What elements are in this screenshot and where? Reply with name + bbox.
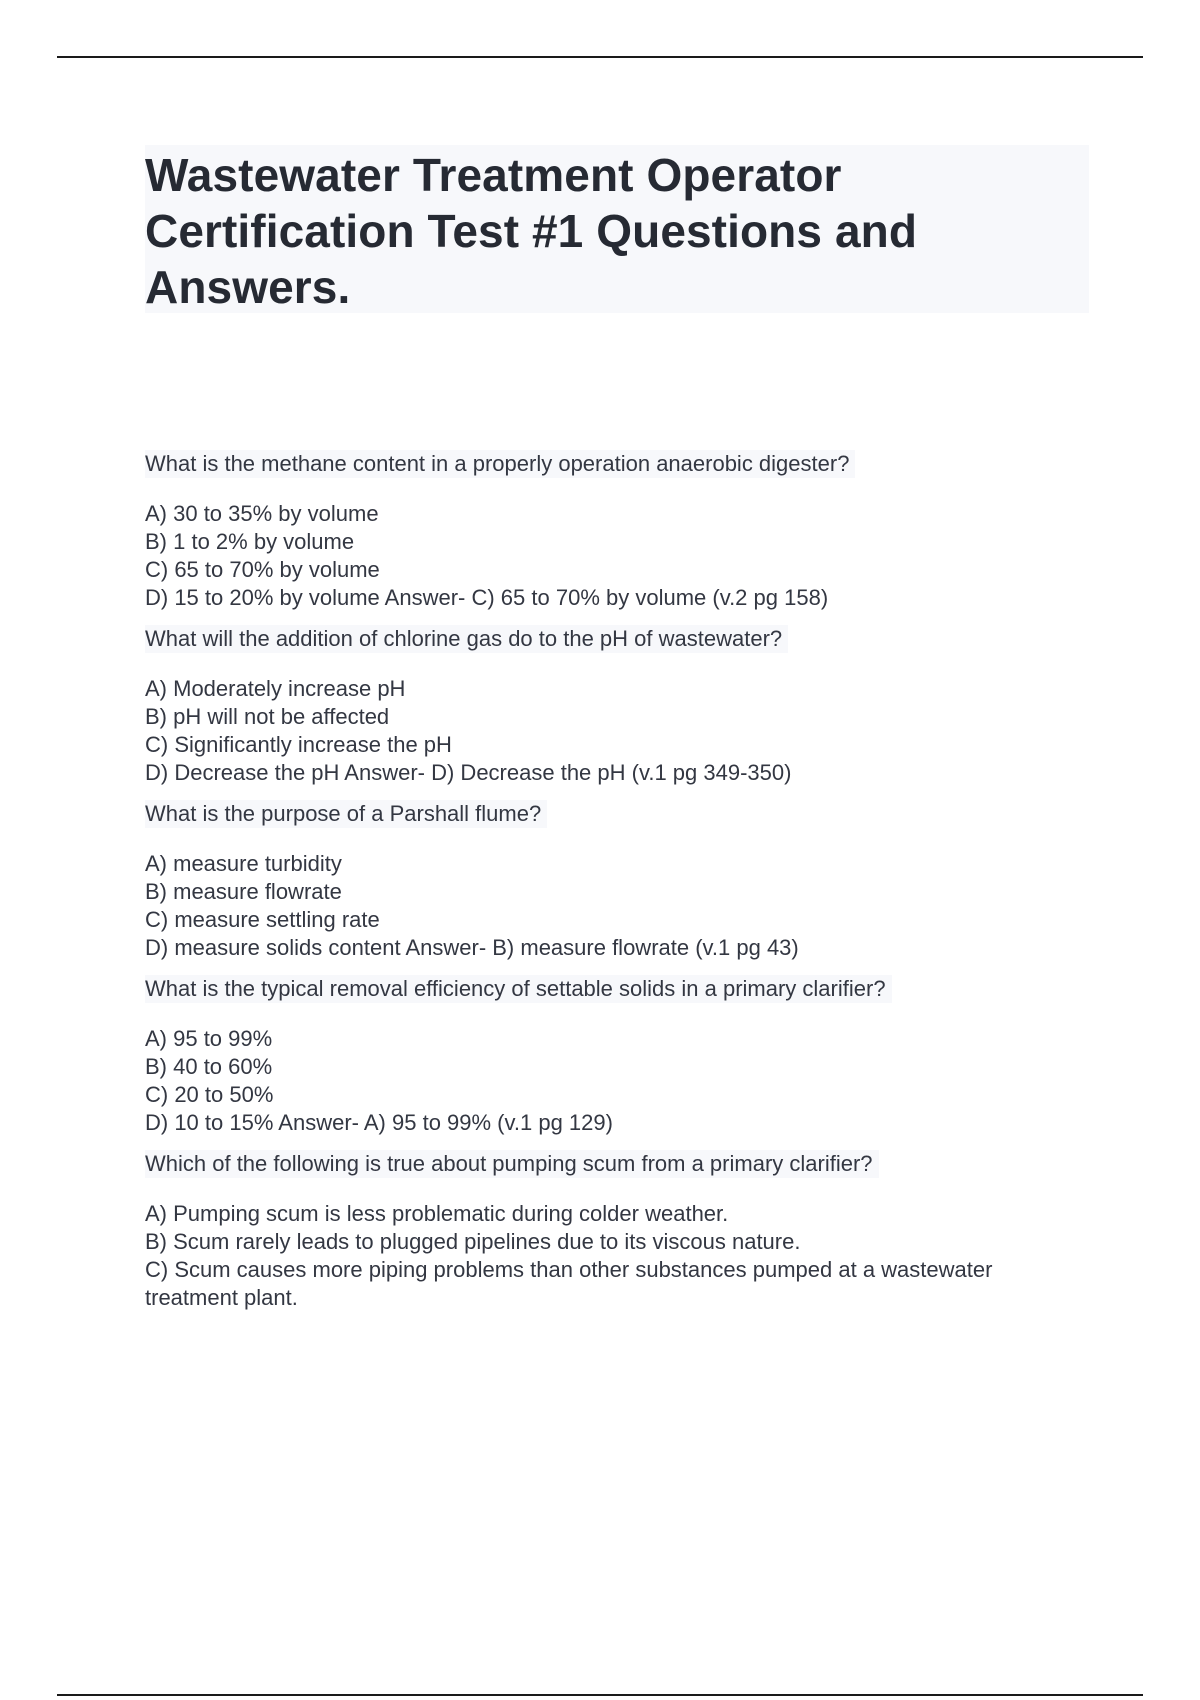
option-list: [145, 1025, 1089, 1137]
option-c: C) measure settling rate: [145, 907, 380, 932]
option-d-with-answer: D) measure solids content Answer- B) measure flowrate (v.1 pg 43): [145, 935, 799, 960]
option-list: [145, 675, 1089, 787]
question-text: Which of the following is true about pumping scum from a primary clarifier?: [145, 1150, 879, 1178]
question-item: [145, 450, 1089, 612]
question-item: [145, 975, 1089, 1137]
question-item: [145, 625, 1089, 787]
option-b: B) 1 to 2% by volume: [145, 529, 355, 554]
questions-list: [145, 450, 1089, 1325]
option-list: [145, 500, 1089, 612]
option-c: C) 65 to 70% by volume: [145, 557, 380, 582]
option-a: A) measure turbidity: [145, 851, 342, 876]
option-list: [145, 1200, 1089, 1312]
option-a: A) 30 to 35% by volume: [145, 501, 379, 526]
option-list: [145, 850, 1089, 962]
option-b: B) Scum rarely leads to plugged pipelines due to its viscous nature.: [145, 1229, 801, 1254]
page-title: Wastewater Treatment Operator Certification Test #1 Questions and Answers.: [145, 149, 918, 313]
option-b: B) pH will not be affected: [145, 704, 390, 729]
option-a: A) Pumping scum is less problematic during colder weather.: [145, 1201, 729, 1226]
option-c: C) Significantly increase the pH: [145, 732, 452, 757]
bottom-rule: [57, 1694, 1143, 1696]
option-d-with-answer: D) 10 to 15% Answer- A) 95 to 99% (v.1 pg 129): [145, 1110, 613, 1135]
question-item: [145, 800, 1089, 962]
option-a: A) Moderately increase pH: [145, 676, 406, 701]
option-b: B) measure flowrate: [145, 879, 342, 904]
option-c: C) Scum causes more piping problems than other substances pumped at a wastewater treatment plant.: [145, 1257, 993, 1310]
option-c: C) 20 to 50%: [145, 1082, 274, 1107]
option-a: A) 95 to 99%: [145, 1026, 273, 1051]
option-b: B) 40 to 60%: [145, 1054, 273, 1079]
option-d-with-answer: D) 15 to 20% by volume Answer- C) 65 to 70% by volume (v.2 pg 158): [145, 585, 829, 610]
question-text: What is the methane content in a properly operation anaerobic digester?: [145, 450, 855, 478]
question-text: What is the purpose of a Parshall flume?: [145, 800, 547, 828]
question-text: What will the addition of chlorine gas do to the pH of wastewater?: [145, 625, 788, 653]
question-text: What is the typical removal efficiency of settable solids in a primary clarifier?: [145, 975, 892, 1003]
question-item: [145, 1150, 1089, 1312]
top-rule: [57, 56, 1143, 58]
title-block: [145, 145, 1089, 313]
option-d-with-answer: D) Decrease the pH Answer- D) Decrease the pH (v.1 pg 349-350): [145, 760, 792, 785]
